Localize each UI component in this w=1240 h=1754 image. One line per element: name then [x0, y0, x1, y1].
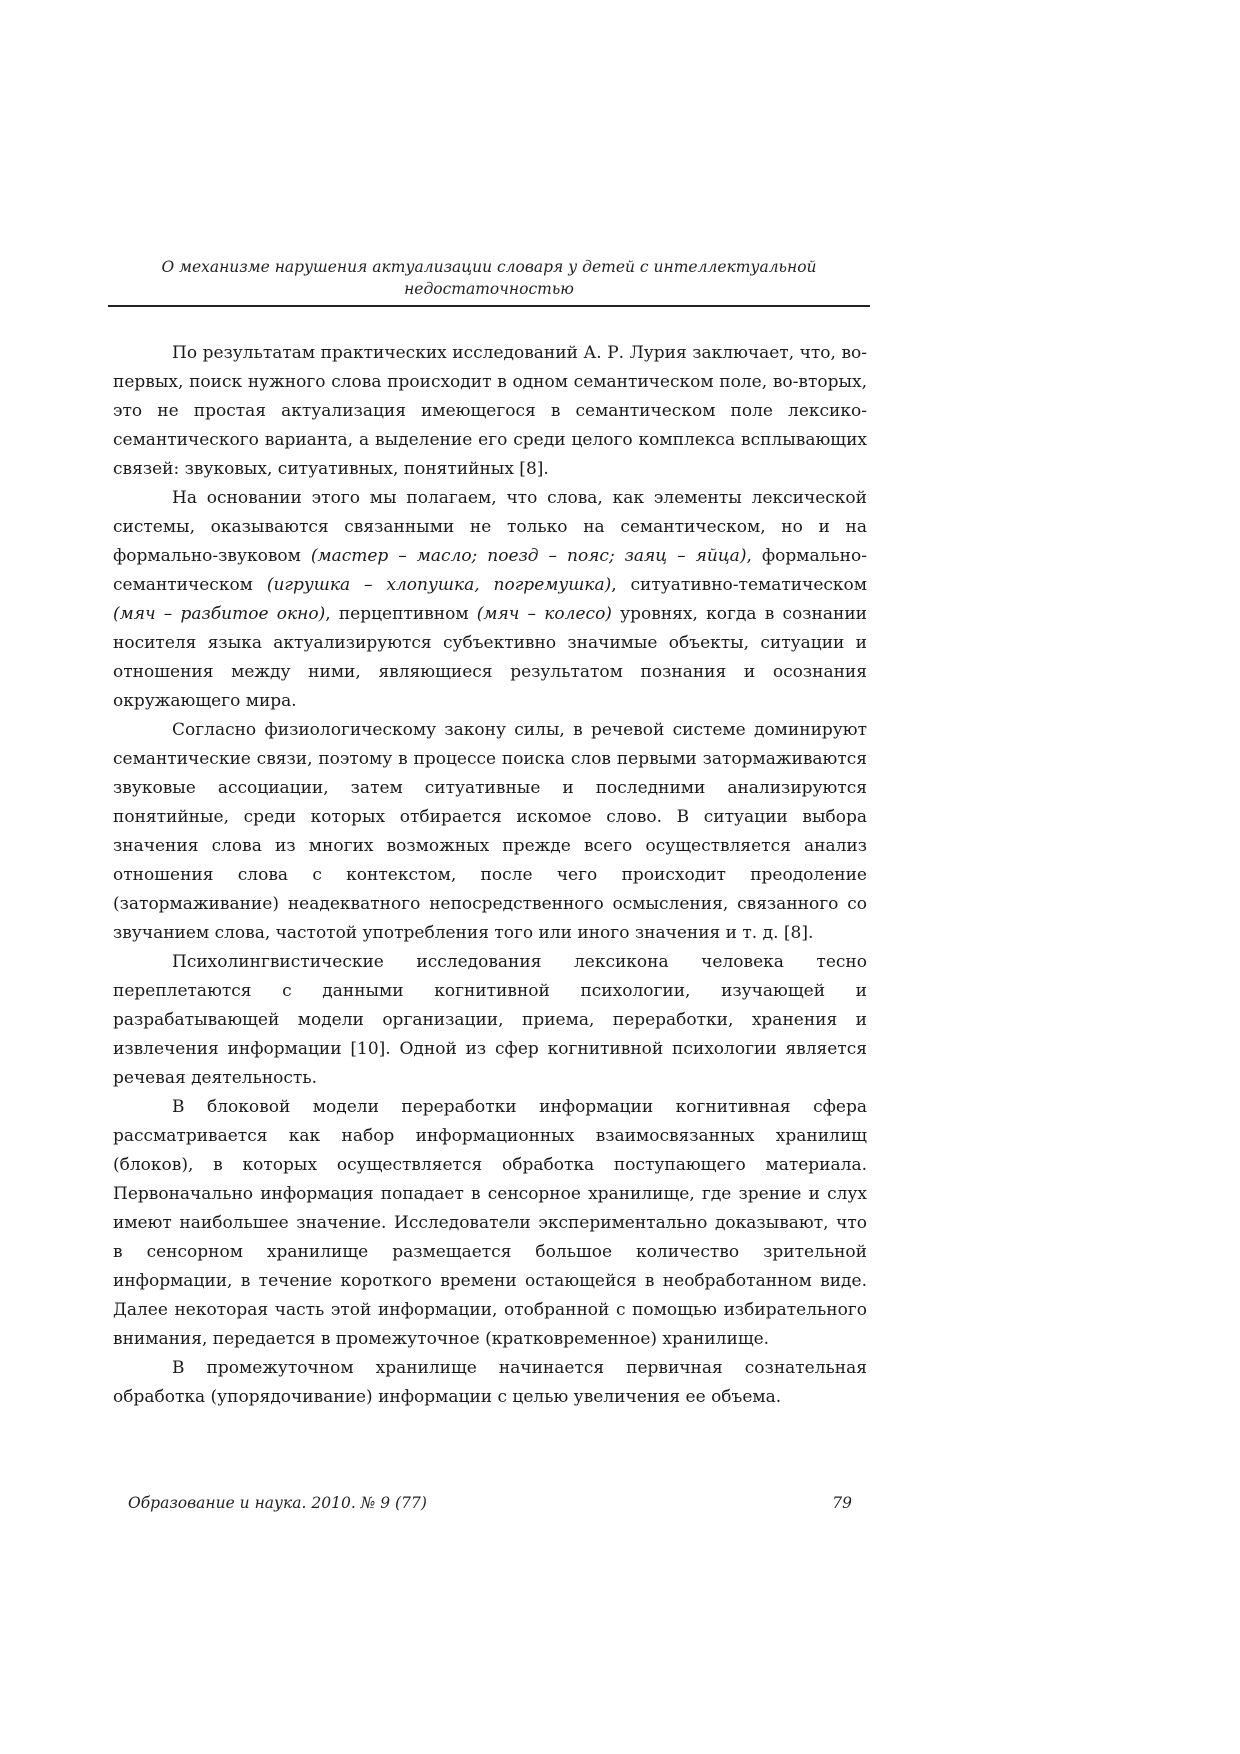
paragraph-2-text-1: На основании этого мы полагаем, что слова, как элементы лексической системы, оказываются связанными не только на семантическом, но и на формально-звуковом: [113, 488, 867, 566]
running-title-line-1: О механизме нарушения актуализации словаря у детей с интеллектуальной: [161, 258, 817, 276]
running-header: [108, 256, 870, 300]
paragraph-2-text-5: уровнях, когда в сознании носителя языка актуализируются субъективно значимые объекты, ситуации и отношения между ними, являющиеся результатом познания и осознания окружающего мира.: [113, 604, 867, 711]
example-formal-semantic: (игрушка – хлопушка, погремушка): [266, 575, 612, 595]
paragraph-2-text-2: , формально-семантическом: [113, 546, 867, 595]
paragraph-5: В блоковой модели переработки информации когнитивная сфера рассматривается как набор информационных взаимосвязанных хранилищ (блоков), в которых осуществляется обработка поступающего материала. Первоначально информация попадает в сенсорное хранилище, где зрение и слух имеют наибольшее значение. Исследователи экспериментально доказывают, что в сенсорном хранилище размещается большое количество зрительной информации, в течение короткого времени остающейся в необработанном виде. Далее некоторая часть этой информации, отобранной с помощью избирательного внимания, передается в промежуточное (кратковременное) хранилище.: [113, 1097, 867, 1349]
paragraph-2-text-3: , ситуативно-тематическом: [611, 575, 867, 595]
paragraph-3: Согласно физиологическому закону силы, в речевой системе доминируют семантические связи, поэтому в процессе поиска слов первыми затормаживаются звуковые ассоциации, затем ситуативные и последними анализируются понятийные, среди которых отбирается искомое слово. В ситуации выбора значения слова из многих возможных прежде всего осуществляется анализ отношения слова с контекстом, после чего происходит преодоление (затормаживание) неадекватного непосредственного осмысления, связанного со звучанием слова, частотой употребления того или иного значения и т. д. [8].: [113, 720, 867, 943]
paragraph-2-text-4: , перцептивном: [325, 604, 477, 624]
example-perceptual: (мяч – колесо): [476, 604, 612, 624]
paragraph-2: [113, 484, 867, 716]
paragraph-4: Психолингвистические исследования лексикона человека тесно переплетаются с данными когнитивной психологии, изучающей и разрабатывающей модели организации, приема, переработки, хранения и извлечения информации [10]. Одной из сфер когнитивной психологии является речевая деятельность.: [113, 952, 867, 1088]
example-situational: (мяч – разбитое окно): [113, 604, 326, 624]
journal-citation: Образование и наука. 2010. № 9 (77): [128, 1494, 427, 1512]
page-number: 79: [832, 1494, 852, 1512]
paragraph-6: В промежуточном хранилище начинается первичная сознательная обработка (упорядочивание) информации с целью увеличения ее объема.: [113, 1358, 867, 1407]
example-phonetic: (мастер – масло; поезд – пояс; заяц – яйца): [310, 546, 747, 566]
running-title-line-2: недостаточностью: [404, 280, 574, 298]
header-rule: [108, 305, 870, 307]
article-body: [113, 339, 867, 1412]
paragraph-1: По результатам практических исследований А. Р. Лурия заключает, что, во-первых, поиск нужного слова происходит в одном семантическом поле, во-вторых, это не простая актуализация имеющегося в семантическом поле лексико-семантического варианта, а выделение его среди целого комплекса всплывающих связей: звуковых, ситуативных, понятийных [8].: [113, 343, 867, 479]
